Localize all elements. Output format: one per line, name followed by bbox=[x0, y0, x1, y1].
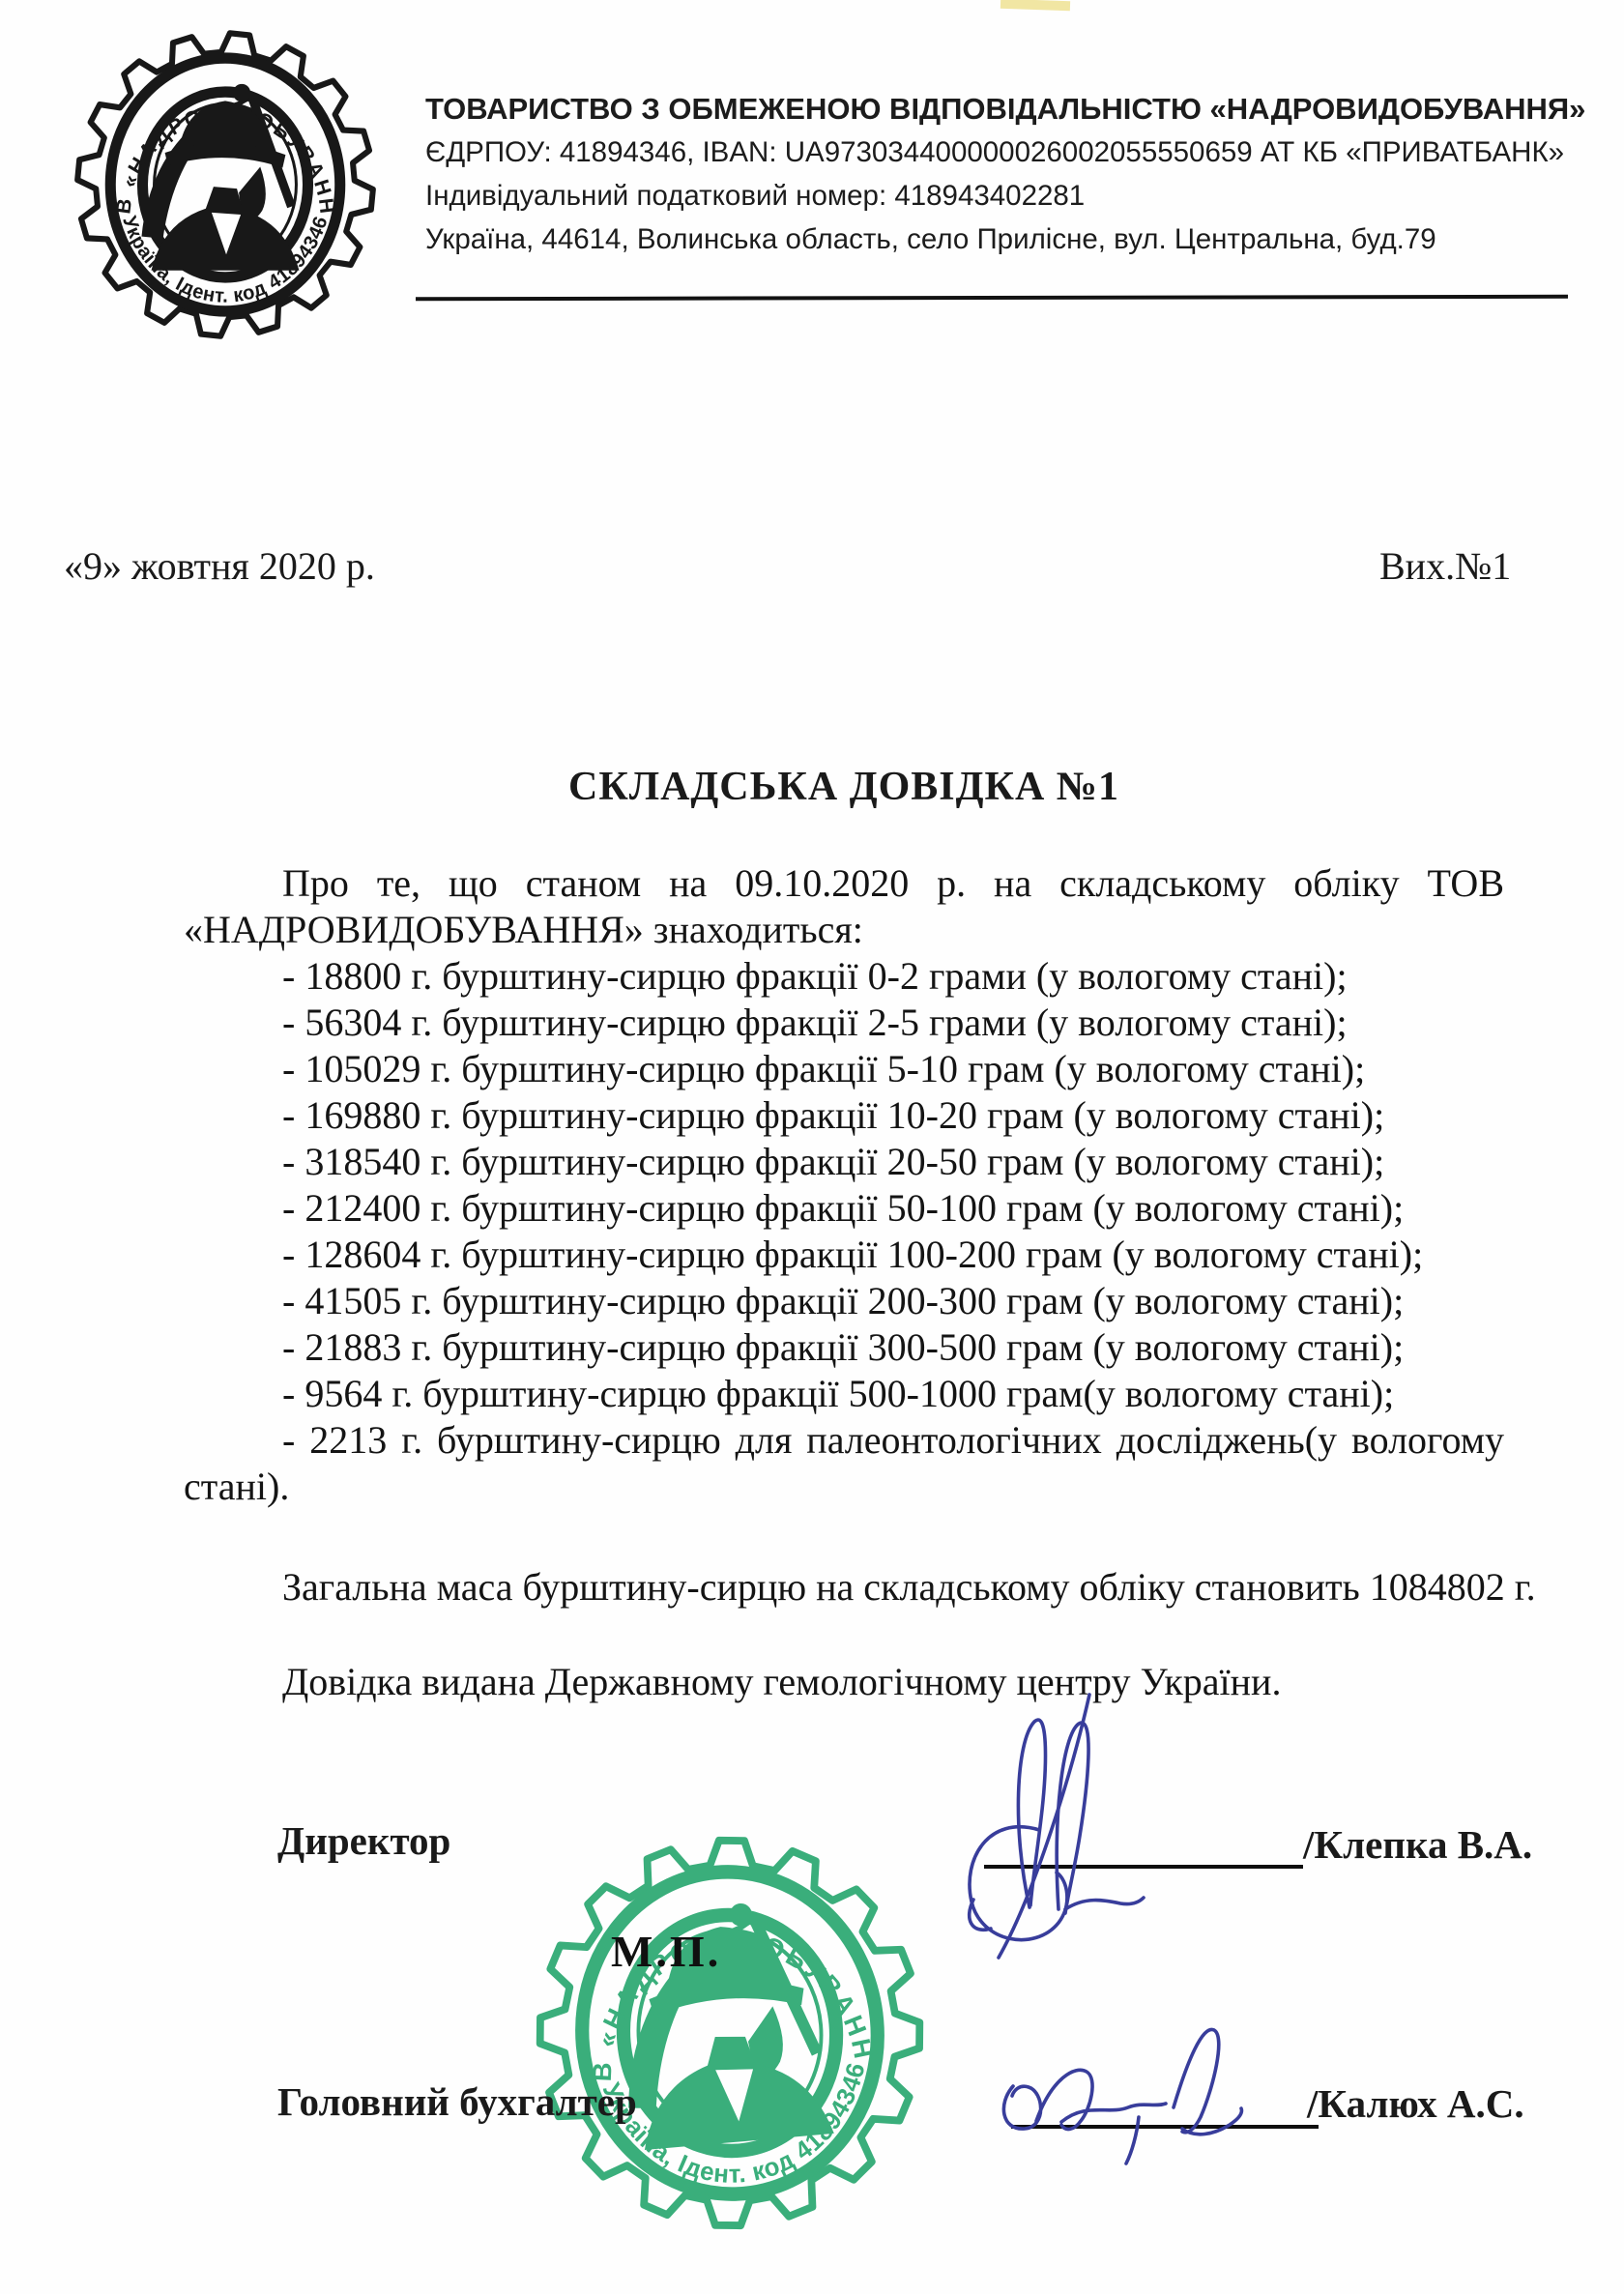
accountant-label: Головний бухгалтер bbox=[277, 2079, 637, 2124]
stock-item: - 18800 г. бурштину-сирцю фракції 0-2 грами (у вологому стані); bbox=[282, 954, 1348, 998]
company-stamp bbox=[512, 1814, 946, 2252]
letterhead bbox=[425, 87, 1586, 261]
document-date: «9» жовтня 2020 р. bbox=[64, 544, 375, 588]
company-tax-number: Індивідуальний податковий номер: 418943402281 bbox=[425, 180, 1086, 212]
stock-item: - 318540 г. бурштину-сирцю фракції 20-50 грам (у вологому стані); bbox=[282, 1140, 1385, 1183]
director-signature-ink bbox=[942, 1677, 1160, 1962]
page-title: СКЛАДСЬКА ДОВІДКА №1 bbox=[568, 765, 1119, 809]
stamp-place-mark: М.П. bbox=[611, 1927, 722, 1976]
stock-item: - 2213 г. бурштину-сирцю для палеонтологічних досліджень(у вологому стані). bbox=[184, 1418, 1504, 1508]
accountant-signature-ink bbox=[994, 2009, 1313, 2168]
company-address: Україна, 44614, Волинська область, село Прилісне, вул. Центральна, буд.79 bbox=[425, 223, 1436, 255]
total-mass-line: Загальна маса бурштину-сирцю на складському обліку становить 1084802 г. bbox=[282, 1565, 1536, 1609]
stock-item: - 169880 г. бурштину-сирцю фракції 10-20 грам (у вологому стані); bbox=[282, 1093, 1385, 1137]
stock-item: - 56304 г. бурштину-сирцю фракції 2-5 грами (у вологому стані); bbox=[282, 1001, 1348, 1044]
stock-item: - 41505 г. бурштину-сирцю фракції 200-300 грам (у вологому стані); bbox=[282, 1279, 1405, 1322]
stock-item: - 21883 г. бурштину-сирцю фракції 300-500 грам (у вологому стані); bbox=[282, 1325, 1405, 1369]
intro-paragraph: Про те, що станом на 09.10.2020 р. на складському обліку ТОВ «НАДРОВИДОБУВАННЯ» знаходиться: bbox=[184, 861, 1504, 951]
director-label: Директор bbox=[277, 1818, 451, 1863]
accountant-name: /Калюх А.С. bbox=[1307, 2081, 1524, 2126]
company-seal-logo bbox=[70, 25, 381, 344]
issued-to-line: Довідка видана Державному гемологічному центру України. bbox=[282, 1660, 1282, 1703]
outgoing-number: Вих.№1 bbox=[1379, 544, 1512, 588]
letterhead-divider bbox=[416, 295, 1568, 301]
stock-item: - 105029 г. бурштину-сирцю фракції 5-10 грам (у вологому стані); bbox=[282, 1047, 1366, 1090]
company-registration: ЄДРПОУ: 41894346, IBAN: UA973034400000026002055550659 АТ КБ «ПРИВАТБАНК» bbox=[425, 136, 1565, 168]
stock-item: - 212400 г. бурштину-сирцю фракції 50-100 грам (у вологому стані); bbox=[282, 1186, 1405, 1230]
stock-item: - 128604 г. бурштину-сирцю фракції 100-200 грам (у вологому стані); bbox=[282, 1233, 1424, 1276]
stock-item: - 9564 г. бурштину-сирцю фракції 500-1000 грам(у вологому стані); bbox=[282, 1372, 1395, 1415]
document-body bbox=[184, 860, 1536, 1705]
director-name: /Клепка В.А. bbox=[1303, 1822, 1533, 1867]
company-name: ТОВАРИСТВО З ОБМЕЖЕНОЮ ВІДПОВІДАЛЬНІСТЮ «НАДРОВИДОБУВАННЯ» bbox=[425, 92, 1586, 126]
scan-artifact bbox=[1000, 0, 1070, 11]
